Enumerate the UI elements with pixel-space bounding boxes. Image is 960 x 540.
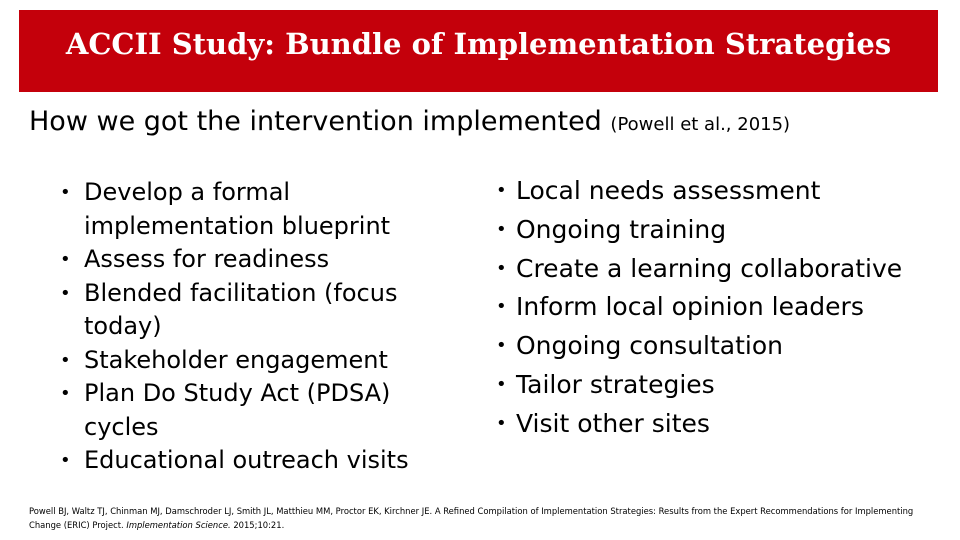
list-item [60, 243, 460, 277]
list-item [496, 211, 946, 250]
title-bar [19, 10, 938, 92]
list-item [60, 344, 460, 378]
slide-title: ACCII Study: Bundle of Implementation Strategies [65, 27, 892, 61]
bullet-icon: • [496, 180, 507, 201]
list-item [496, 366, 946, 405]
left-strategy-list [60, 176, 460, 478]
bullet-icon: • [496, 373, 507, 395]
list-item-text: Inform local opinion leaders [516, 292, 864, 322]
reference-journal: Implementation Science. [126, 520, 231, 530]
bullet-icon: • [60, 282, 71, 304]
list-item-text: Visit other sites [516, 408, 710, 438]
list-item [496, 250, 946, 289]
list-item [496, 288, 946, 327]
bullet-icon: • [496, 296, 507, 318]
list-item [60, 377, 460, 444]
subtitle [29, 106, 790, 137]
bullet-icon: • [60, 349, 71, 371]
list-item [60, 444, 460, 478]
reference-volume: 2015;10:21. [233, 520, 285, 530]
list-item-text: Ongoing consultation [516, 331, 784, 361]
subtitle-text: How we got the intervention implemented [29, 106, 602, 137]
bullet-icon: • [496, 218, 507, 240]
list-item-text: Tailor strategies [516, 369, 715, 399]
list-item-text: Local needs assessment [516, 176, 821, 205]
list-item-text: Create a learning collaborative [516, 253, 903, 283]
list-item [496, 405, 946, 444]
list-item-text: Blended facilitation (focus today) [84, 278, 398, 340]
list-item [60, 277, 460, 344]
bullet-icon: • [60, 249, 71, 270]
list-item-text: Ongoing training [516, 214, 727, 244]
bullet-icon: • [496, 257, 507, 279]
bullet-icon: • [496, 335, 507, 357]
list-item [496, 327, 946, 366]
bullet-icon: • [60, 450, 71, 471]
list-item-text: Educational outreach visits [84, 446, 409, 474]
bullet-icon: • [60, 383, 71, 404]
list-item-text: Develop a formal implementation blueprint [84, 178, 391, 240]
list-item-text: Plan Do Study Act (PDSA) cycles [84, 379, 391, 441]
reference-citation [29, 504, 934, 532]
bullet-icon: • [496, 412, 507, 434]
list-item [496, 172, 946, 211]
list-item-text: Stakeholder engagement [84, 345, 388, 374]
bullet-icon: • [60, 182, 71, 203]
list-item-text: Assess for readiness [84, 245, 330, 273]
reference-authors-title: Powell BJ, Waltz TJ, Chinman MJ, Damschroder LJ, Smith JL, Matthieu MM, Proctor EK, Kirchner JE. A Refined Compilation of Implementation Strategies: Results from the Expert Recommendations for Implementing Change (ERIC) Project. [29, 506, 914, 530]
subtitle-citation: (Powell et al., 2015) [610, 114, 791, 135]
list-item [60, 176, 460, 243]
right-strategy-list [496, 172, 946, 444]
